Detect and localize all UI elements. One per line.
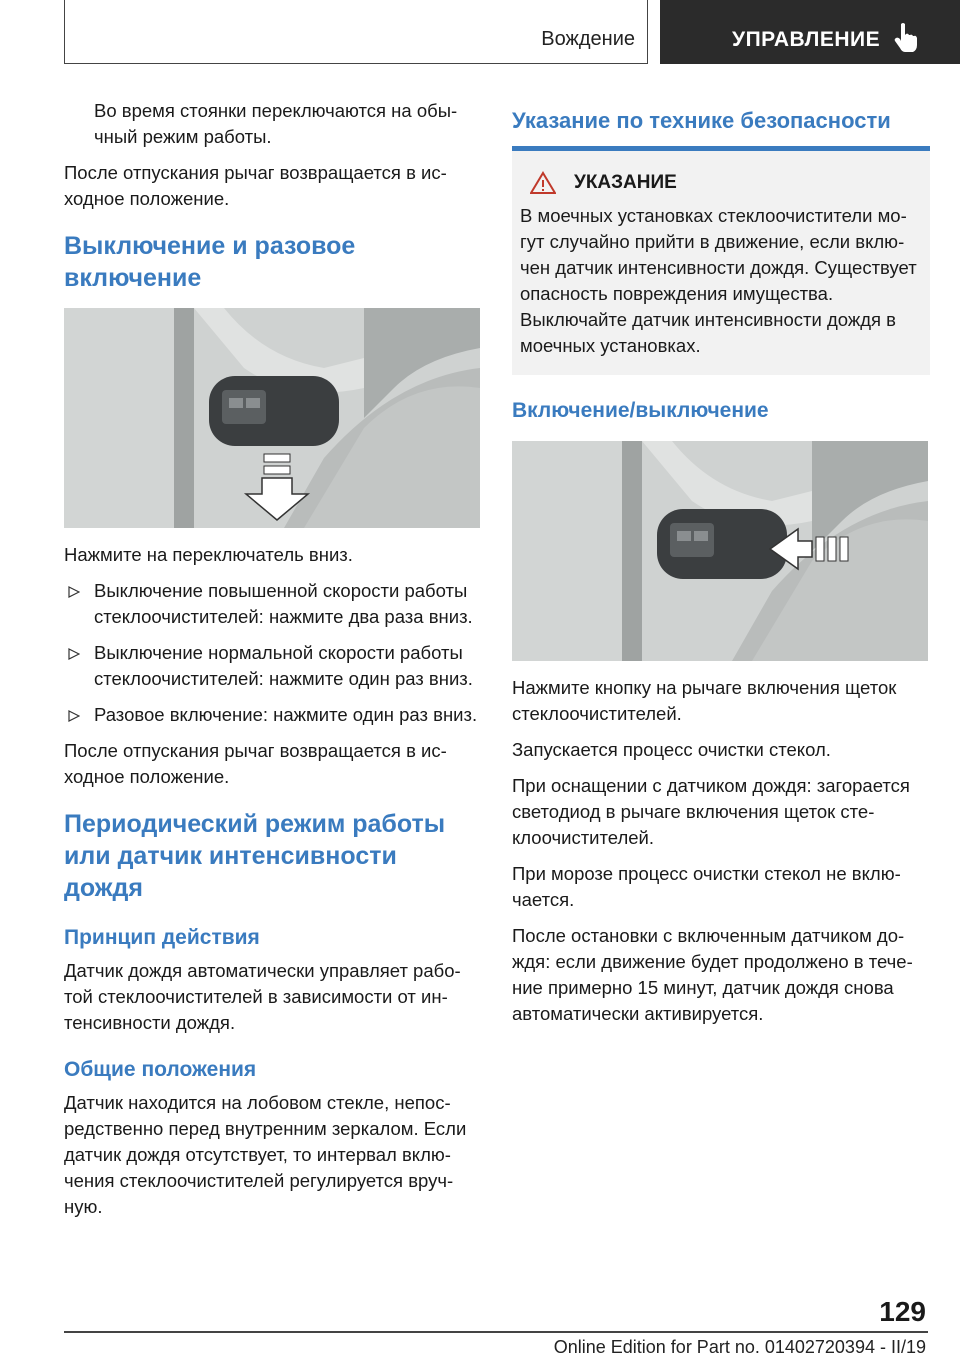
warning-title: УКАЗАНИЕ <box>574 172 677 193</box>
hand-pointer-icon <box>892 22 920 52</box>
page-number: 129 <box>879 1296 926 1327</box>
list-item: Выключение повышенной скорости работы стеклоочистителей: нажмите два раза вниз. <box>64 578 482 630</box>
heading-principle: Принцип действия <box>64 926 260 949</box>
paragraph: Нажмите на переключатель вниз. <box>64 544 353 565</box>
wiper-lever-photo-down <box>64 308 480 528</box>
warning-text: В моечных установках стеклоочистители могут случайно прийти в движение, если включен датчик интенсивности дождя. Существует опасность повреждения имущества. Выключайте датчик интенсивности дождя в моечных установках. <box>520 205 917 356</box>
header-chapter-title: УПРАВЛЕНИЕ <box>732 28 881 51</box>
paragraph: После остановки с включенным датчиком дождя: если движение будет продолжено в течение примерно 15 минут, датчик дождя снова автоматически активируется. <box>512 925 913 1024</box>
list-item: Разовое включение: нажмите один раз вниз. <box>64 702 482 728</box>
wiper-lever-photo-button <box>512 441 928 661</box>
paragraph: Датчик дождя автоматически управляет работой стеклоочистителей в зависимости от интенсивности дождя. <box>64 960 461 1033</box>
bullet-list <box>64 578 482 728</box>
paragraph: После отпускания рычаг возвращается в исходное положение. <box>64 740 447 787</box>
paragraph: После отпускания рычаг возвращается в исходное положение. <box>64 162 447 209</box>
warning-triangle-icon <box>530 171 556 195</box>
paragraph: Нажмите кнопку на рычаге включения щеток стеклоочистителей. <box>512 677 897 724</box>
edition-note: Online Edition for Part no. 01402720394 - II/19 <box>553 1337 926 1357</box>
triangle-bullet-icon <box>68 586 80 598</box>
warning-box <box>512 151 930 375</box>
right-column <box>512 98 930 1037</box>
heading-off-single: Выключение и разовое включение <box>64 232 356 292</box>
header-section-box <box>64 0 648 64</box>
header-section-title: Вождение <box>541 28 635 50</box>
heading-on-off: Включение/выключение <box>512 399 769 422</box>
list-item: Выключение нормальной скорости работы стеклоочистителей: нажмите один раз вниз. <box>64 640 482 692</box>
triangle-bullet-icon <box>68 648 80 660</box>
paragraph: Датчик находится на лобовом стекле, непосредственно перед внутренним зеркалом. Если датчик дождя отсутствует, то интервал включения стеклоочистителей регулируется вручную. <box>64 1092 467 1217</box>
warning-header <box>520 171 922 195</box>
heading-interval-rain-sensor: Периодический режим работы или датчик интенсивности дождя <box>64 810 446 902</box>
triangle-bullet-icon <box>68 710 80 722</box>
heading-general: Общие положения <box>64 1058 257 1081</box>
paragraph: При морозе процесс очистки стекол не включается. <box>512 863 901 910</box>
footer-divider <box>64 1331 928 1333</box>
paragraph: Запускается процесс очистки стекол. <box>512 739 831 760</box>
paragraph: Во время стоянки переключаются на обычный режим работы. <box>94 100 458 147</box>
left-column <box>64 98 482 1230</box>
heading-safety: Указание по технике безопасности <box>512 108 891 133</box>
header-chapter-box <box>660 0 960 64</box>
paragraph: При оснащении с датчиком дождя: загорается светодиод в рычаге включения щеток стеклоочистителей. <box>512 775 910 848</box>
